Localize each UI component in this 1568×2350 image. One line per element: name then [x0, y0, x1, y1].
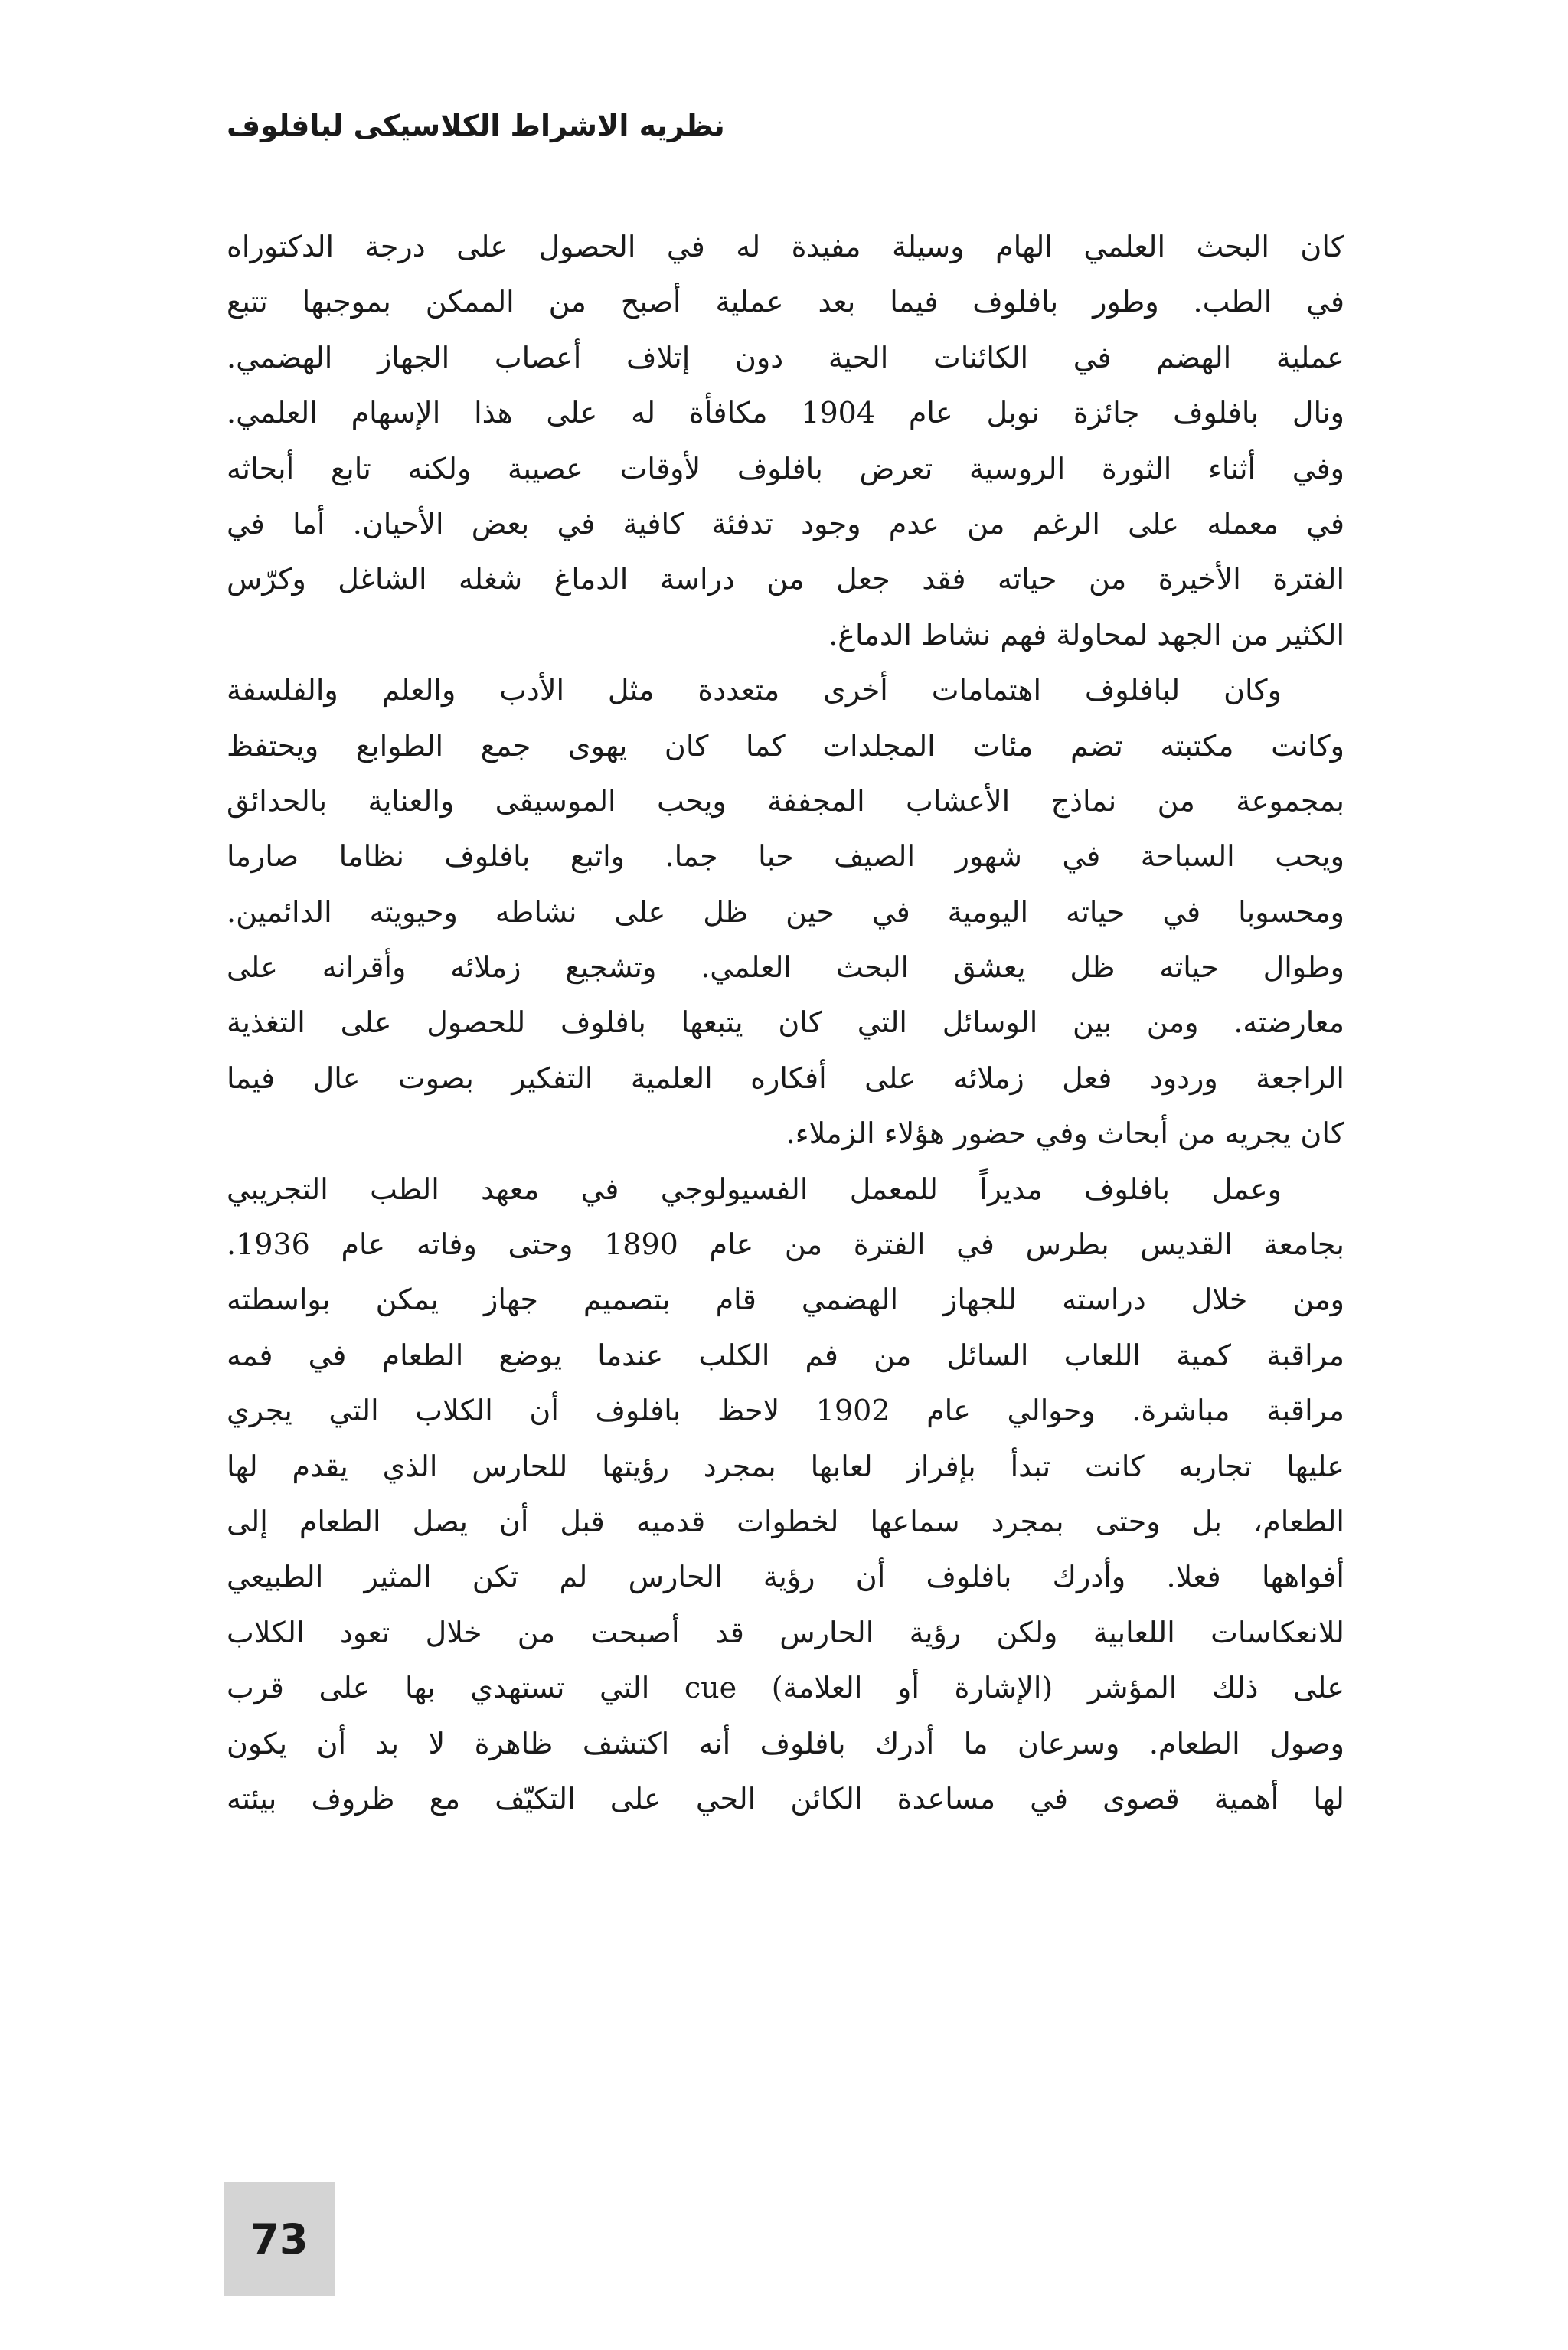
text-line: في الطب. وطور بافلوف فيما بعد عملية أصبح من الممكن بموجبها تتبع: [227, 285, 1344, 319]
text-line: وعمل بافلوف مديراً للمعمل الفسيولوجي في معهد الطب التجريبي: [227, 1172, 1282, 1206]
text-line: ومن خلال دراسته للجهاز الهضمي قام بتصميم جهاز يمكن بواسطته: [227, 1283, 1344, 1317]
text-line: وفي أثناء الثورة الروسية تعرض بافلوف لأوقات عصيبة ولكنه تابع أبحاثه: [227, 451, 1344, 485]
text-line: على ذلك المؤشر (الإشارة أو العلامة) cue التي تستهدي بها على قرب: [227, 1671, 1344, 1705]
page-number: 73: [250, 2214, 309, 2263]
text-line: وصول الطعام. وسرعان ما أدرك بافلوف أنه اكتشف ظاهرة لا بد أن يكون: [227, 1726, 1344, 1760]
text-line: معارضته. ومن بين الوسائل التي كان يتبعها بافلوف للحصول على التغذية: [227, 1005, 1344, 1040]
text-line: ويحب السباحة في شهور الصيف حبا جما. واتبع بافلوف نظاما صارما: [227, 839, 1344, 874]
text-line: الراجعة وردود فعل زملائه على أفكاره العلمية التفكير بصوت عال فيما: [227, 1061, 1344, 1095]
running-header: [227, 109, 1344, 142]
text-line: مراقبة مباشرة. وحوالي عام 1902 لاحظ بافلوف أن الكلاب التي يجري: [227, 1394, 1344, 1428]
running-title: نظريه الاشراط الكلاسيكى لبافلوف: [227, 109, 725, 142]
text-line: الطعام، بل وحتى بمجرد سماعها لخطوات قدميه قبل أن يصل الطعام إلى: [227, 1504, 1344, 1538]
text-line: كان يجريه من أبحاث وفي حضور هؤلاء الزملاء.: [786, 1116, 1344, 1151]
text-line: أفواهها فعلا. وأدرك بافلوف أن رؤية الحارس لم تكن المثير الطبيعي: [227, 1560, 1344, 1594]
text-line: بجامعة القديس بطرس في الفترة من عام 1890 وحتى وفاته عام 1936.: [227, 1227, 1344, 1262]
text-line: كان البحث العلمي الهام وسيلة مفيدة له في الحصول على درجة الدكتوراه: [227, 230, 1344, 263]
text-line: في معمله على الرغم من عدم وجود تدفئة كافية في بعض الأحيان. أما في: [227, 506, 1344, 541]
text-line: وطوال حياته ظل يعشق البحث العلمي. وتشجيع زملائه وأقرانه على: [227, 950, 1344, 985]
text-line: للانعكاسات اللعابية ولكن رؤية الحارس قد أصبحت من خلال تعود الكلاب: [227, 1615, 1344, 1649]
text-line: ونال بافلوف جائزة نوبل عام 1904 مكافأة له على هذا الإسهام العلمي.: [227, 396, 1344, 430]
text-line: عليها تجاربه كانت تبدأ بإفراز لعابها بمجرد رؤيتها للحارس الذي يقدم لها: [227, 1449, 1344, 1483]
text-line: وكان لبافلوف اهتمامات أخرى متعددة مثل الأدب والعلم والفلسفة: [227, 673, 1282, 708]
text-line: لها أهمية قصوى في مساعدة الكائن الحي على التكيّف مع ظروف بيئته: [227, 1781, 1344, 1816]
text-line: مراقبة كمية اللعاب السائل من فم الكلب عندما يوضع الطعام في فمه: [227, 1338, 1344, 1372]
page-number-box: [224, 2182, 335, 2296]
text-line: الكثير من الجهد لمحاولة فهم نشاط الدماغ.: [828, 617, 1344, 652]
text-line: ومحسوبا في حياته اليومية في حين ظل على نشاطه وحيويته الدائمين.: [227, 894, 1344, 929]
text-line: عملية الهضم في الكائنات الحية دون إتلاف أعصاب الجهاز الهضمي.: [227, 340, 1344, 374]
body-text: [227, 219, 1344, 1826]
text-line: بمجموعة من نماذج الأعشاب المجففة ويحب الموسيقى والعناية بالحدائق: [227, 783, 1344, 818]
text-line: الفترة الأخيرة من حياته فقد جعل من دراسة الدماغ شغله الشاغل وكرّس: [227, 562, 1344, 596]
text-line: وكانت مكتبته تضم مئات المجلدات كما كان يهوى جمع الطوابع ويحتفظ: [227, 728, 1344, 763]
